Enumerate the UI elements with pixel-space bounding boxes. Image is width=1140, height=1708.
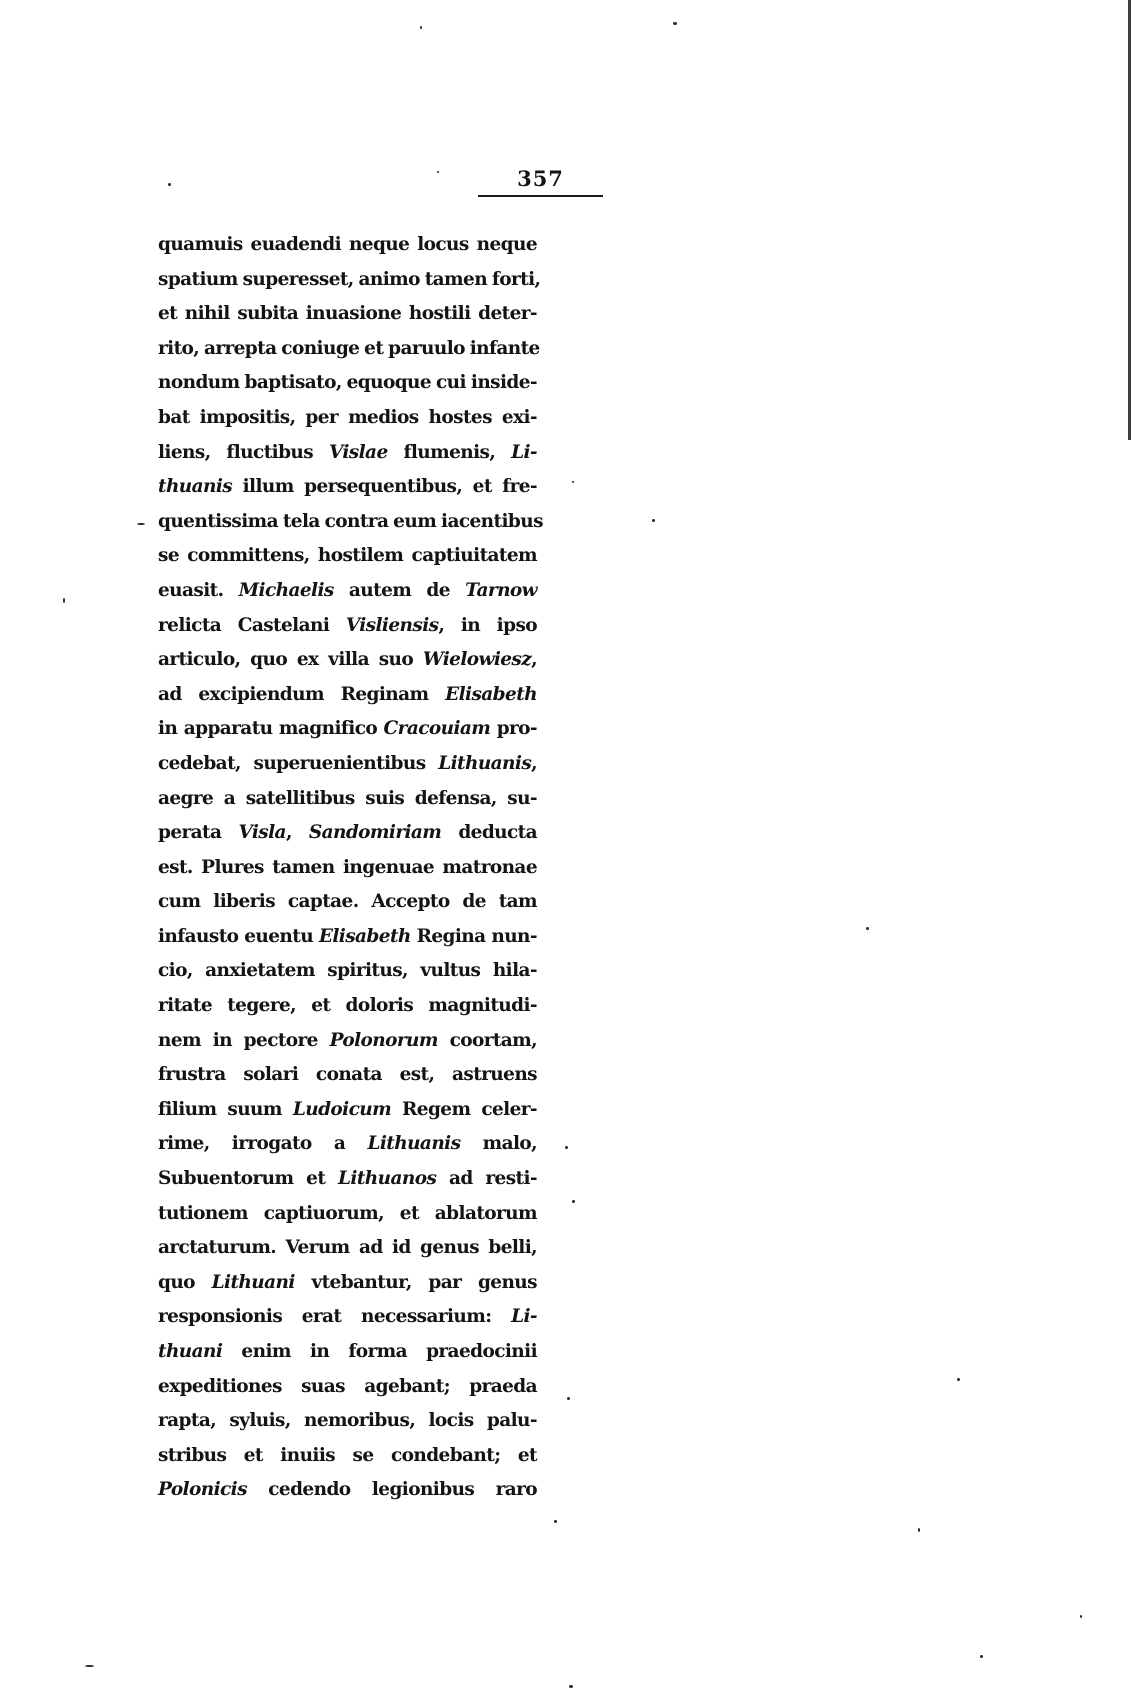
text-line — [158, 816, 537, 851]
text-segment: vtebantur, par genus — [294, 1271, 537, 1293]
text-segment: infausto euentu — [158, 925, 319, 947]
text-line — [158, 1266, 537, 1301]
text-line — [158, 436, 537, 471]
scan-speck — [85, 1665, 94, 1667]
scan-speck — [572, 1200, 575, 1203]
text-line — [158, 401, 537, 436]
scan-speck — [554, 1520, 557, 1523]
text-line — [158, 505, 543, 540]
scan-speck — [673, 22, 677, 25]
text-line — [158, 1024, 537, 1059]
text-segment: aegre a satellitibus suis defensa, su- — [158, 787, 537, 809]
text-line — [158, 954, 537, 989]
text-line — [158, 678, 537, 713]
text-segment: stribus et inuiis se condebant; et — [158, 1444, 537, 1466]
text-segment: ritate tegere, et doloris magnitudi- — [158, 995, 537, 1017]
text-line — [158, 989, 537, 1024]
text-segment: cum liberis captae. Accepto de tam — [158, 891, 537, 913]
text-segment: liens, fluctibus — [158, 441, 329, 463]
italic-proper-name: Li- — [511, 1306, 537, 1328]
text-segment: , — [531, 752, 537, 774]
text-segment: quamuis euadendi neque locus neque — [158, 234, 537, 255]
italic-proper-name: Lithuani — [211, 1271, 295, 1293]
italic-proper-name: Li- — [511, 441, 537, 463]
text-segment: nondum baptisato, equoque cui inside- — [158, 372, 537, 394]
text-line — [158, 885, 537, 920]
text-segment: perata — [158, 822, 239, 844]
text-segment: rito, arrepta coniuge et paruulo infante — [158, 337, 540, 359]
italic-proper-name: Polonicis — [158, 1479, 247, 1501]
page-edge-shadow — [1128, 0, 1131, 440]
text-segment: cio, anxietatem spiritus, vultus hila- — [158, 960, 537, 982]
text-line — [158, 920, 537, 955]
text-line — [158, 1231, 537, 1266]
text-line — [158, 297, 537, 332]
scan-speck — [572, 481, 574, 483]
text-line — [158, 1335, 537, 1370]
text-line — [158, 1439, 537, 1474]
text-segment: coortam, — [437, 1029, 538, 1051]
text-line — [158, 643, 537, 678]
text-segment: , in ipso — [438, 614, 537, 636]
text-line — [158, 712, 537, 747]
italic-proper-name: thuanis — [158, 476, 233, 498]
text-segment: cedendo legionibus raro — [246, 1479, 537, 1501]
italic-proper-name: thuani — [158, 1341, 223, 1362]
scan-speck — [437, 171, 439, 173]
text-line — [158, 574, 537, 609]
text-line — [158, 366, 537, 401]
scan-speck — [63, 598, 65, 603]
italic-proper-name: Lithuanos — [338, 1168, 437, 1190]
italic-proper-name: Visla — [238, 822, 286, 844]
scan-speck — [980, 1655, 983, 1658]
text-segment: deducta — [441, 822, 538, 844]
text-segment: arctaturum. Verum ad id genus belli, — [158, 1237, 537, 1259]
text-line — [158, 1473, 537, 1508]
text-line — [158, 263, 541, 298]
text-segment: , — [531, 649, 537, 671]
text-line — [158, 1093, 537, 1128]
italic-proper-name: Ludoicum — [292, 1098, 392, 1120]
scan-speck — [137, 523, 145, 525]
text-line — [158, 1197, 537, 1232]
scan-speck — [565, 1146, 568, 1149]
text-line — [158, 747, 537, 782]
text-segment: pro- — [490, 718, 537, 740]
scan-speck — [1080, 1615, 1082, 1618]
text-segment: autem de — [333, 579, 466, 601]
text-segment: Regem celer- — [391, 1098, 538, 1120]
italic-proper-name: Visliensis — [345, 614, 439, 636]
text-line — [158, 851, 537, 886]
text-segment: responsionis erat necessarium: — [158, 1306, 512, 1328]
italic-proper-name: Michaelis — [238, 579, 334, 601]
italic-proper-name: Elisabeth — [445, 683, 537, 705]
text-line — [158, 609, 537, 644]
text-line — [158, 470, 537, 505]
text-segment: flumenis, — [387, 441, 512, 463]
text-segment: nem in pectore — [158, 1029, 330, 1051]
text-segment: frustra solari conata est, astruens — [158, 1064, 537, 1086]
scan-speck — [957, 1378, 960, 1381]
italic-proper-name: Sandomiriam — [308, 822, 442, 844]
text-segment: et nihil subita inuasione hostili deter- — [158, 303, 537, 325]
text-segment: quentissima tela contra eum iacentibus — [158, 510, 543, 532]
text-line — [158, 1058, 537, 1093]
text-line — [158, 1404, 537, 1439]
page-number: 357 — [517, 166, 564, 191]
italic-proper-name: Tarnow — [465, 579, 537, 601]
scan-speck — [420, 26, 422, 29]
text-line — [158, 228, 537, 263]
scan-speck — [918, 1528, 920, 1532]
text-segment: , — [285, 822, 309, 844]
text-segment: se committens, hostilem captiuitatem — [158, 545, 537, 567]
text-segment: articulo, quo ex villa suo — [158, 649, 423, 671]
header-rule — [478, 195, 603, 197]
scan-speck — [567, 1397, 570, 1400]
scan-speck — [866, 927, 869, 930]
italic-proper-name: Polonorum — [329, 1029, 438, 1051]
text-segment: filium suum — [158, 1098, 293, 1120]
text-segment: Regina nun- — [410, 925, 537, 947]
text-segment: est. Plures tamen ingenuae matronae — [158, 856, 537, 878]
text-line — [158, 332, 540, 367]
scan-speck — [652, 519, 655, 522]
italic-proper-name: Wielowiesz — [422, 649, 532, 671]
italic-proper-name: Lithuanis — [367, 1133, 461, 1155]
text-segment: relicta Castelani — [158, 614, 346, 636]
text-segment: expeditiones suas agebant; praeda — [158, 1375, 537, 1397]
text-segment: rime, irrogato a — [158, 1133, 368, 1155]
text-segment: malo, — [460, 1133, 537, 1155]
italic-proper-name: Cracouiam — [383, 718, 491, 740]
text-line — [158, 1300, 537, 1335]
text-segment: quo — [158, 1271, 212, 1293]
scan-speck — [569, 1685, 573, 1688]
text-line — [158, 1127, 537, 1162]
text-segment: tutionem captiuorum, et ablatorum — [158, 1202, 537, 1224]
text-segment: in apparatu magnifico — [158, 718, 384, 740]
text-line — [158, 1370, 537, 1405]
scan-speck — [168, 183, 171, 186]
body-text — [158, 228, 543, 1508]
text-segment: illum persequentibus, et fre- — [232, 476, 537, 498]
italic-proper-name: Vislae — [328, 441, 388, 463]
text-line — [158, 539, 537, 574]
text-segment: enim in forma praedocinii — [222, 1341, 537, 1362]
text-segment: spatium superesset, animo tamen forti, — [158, 268, 541, 290]
text-segment: ad excipiendum Reginam — [158, 683, 446, 705]
text-segment: euasit. — [158, 579, 239, 601]
page-header — [478, 166, 603, 197]
text-line — [158, 782, 537, 817]
text-segment: Subuentorum et — [158, 1168, 338, 1190]
italic-proper-name: Elisabeth — [318, 925, 411, 947]
text-segment: ad resti- — [436, 1168, 537, 1190]
text-segment: bat impositis, per medios hostes exi- — [158, 406, 537, 428]
text-segment: cedebat, superuenientibus — [158, 752, 439, 774]
italic-proper-name: Lithuanis — [438, 752, 532, 774]
text-line — [158, 1162, 537, 1197]
text-segment: rapta, syluis, nemoribus, locis palu- — [158, 1410, 537, 1432]
